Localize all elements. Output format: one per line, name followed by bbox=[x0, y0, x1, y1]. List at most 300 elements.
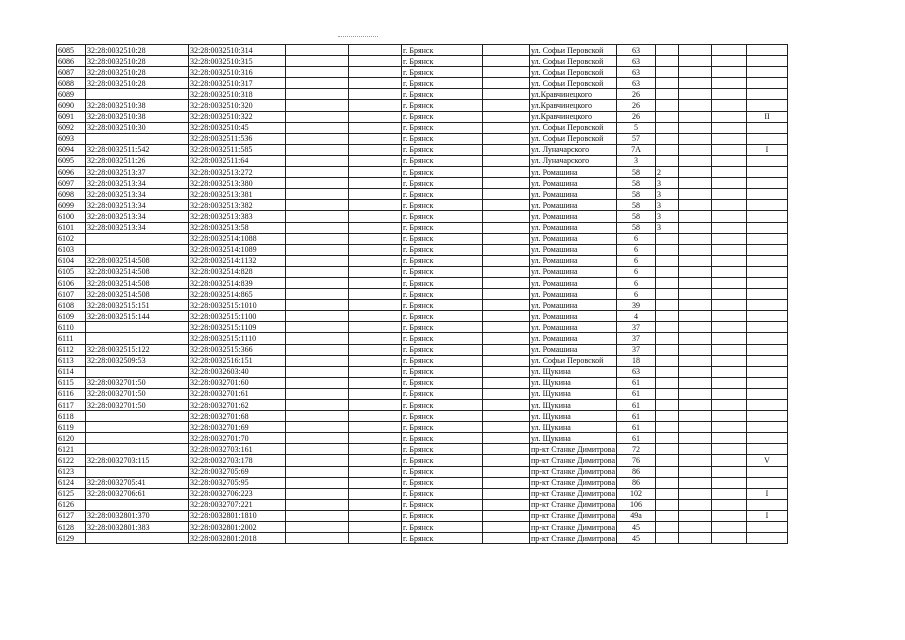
floor: 3 bbox=[656, 200, 679, 211]
empty-cell bbox=[679, 155, 712, 166]
empty-cell bbox=[286, 300, 349, 311]
empty-cell bbox=[349, 178, 402, 189]
floor bbox=[656, 477, 679, 488]
row-number: 6113 bbox=[57, 355, 86, 366]
empty-cell bbox=[349, 122, 402, 133]
house-number: 37 bbox=[617, 333, 656, 344]
empty-cell bbox=[712, 244, 747, 255]
house-number: 61 bbox=[617, 422, 656, 433]
table-row bbox=[57, 477, 788, 488]
table-row bbox=[57, 56, 788, 67]
street: ул. Софьи Перовской bbox=[530, 133, 617, 144]
empty-cell bbox=[679, 78, 712, 89]
empty-cell bbox=[349, 78, 402, 89]
roman-mark bbox=[747, 89, 788, 100]
empty-cell bbox=[349, 522, 402, 533]
street: пр-кт Станке Димитрова bbox=[531, 444, 616, 454]
object-cadastral-number: 32:28:0032701:60 bbox=[189, 377, 286, 388]
empty-cell bbox=[483, 311, 530, 322]
empty-cell bbox=[483, 244, 530, 255]
roman-mark bbox=[747, 499, 788, 510]
house-number: 3 bbox=[617, 155, 656, 166]
table-row bbox=[57, 466, 788, 477]
empty-cell bbox=[349, 45, 402, 56]
object-cadastral-number: 32:28:0032510:317 bbox=[189, 78, 286, 89]
table-row bbox=[57, 522, 788, 533]
floor bbox=[656, 289, 679, 300]
empty-cell bbox=[349, 311, 402, 322]
empty-cell bbox=[712, 433, 747, 444]
empty-cell bbox=[712, 533, 747, 544]
parcel-cadastral-number: 32:28:0032515:122 bbox=[86, 344, 189, 355]
row-number: 6103 bbox=[57, 244, 86, 255]
object-cadastral-number: 32:28:0032515:1010 bbox=[189, 300, 286, 311]
street: ул. Щукина bbox=[530, 388, 617, 399]
street: ул. Луначарского bbox=[530, 144, 617, 155]
roman-mark bbox=[747, 244, 788, 255]
parcel-cadastral-number: 32:28:0032510:28 bbox=[86, 56, 189, 67]
roman-mark bbox=[747, 56, 788, 67]
city: г. Брянск bbox=[402, 200, 483, 211]
empty-cell bbox=[286, 533, 349, 544]
object-cadastral-number: 32:28:0032514:839 bbox=[189, 277, 286, 288]
floor bbox=[656, 510, 679, 521]
object-cadastral-number: 32:28:0032513:380 bbox=[189, 178, 286, 189]
parcel-cadastral-number: 32:28:0032701:50 bbox=[86, 400, 189, 411]
house-number: 6 bbox=[617, 255, 656, 266]
row-number: 6104 bbox=[57, 255, 86, 266]
floor bbox=[656, 411, 679, 422]
floor bbox=[656, 433, 679, 444]
empty-cell bbox=[679, 411, 712, 422]
empty-cell bbox=[483, 333, 530, 344]
empty-cell bbox=[286, 89, 349, 100]
empty-cell bbox=[679, 300, 712, 311]
empty-cell bbox=[712, 311, 747, 322]
empty-cell bbox=[349, 355, 402, 366]
house-number: 58 bbox=[617, 211, 656, 222]
house-number: 39 bbox=[617, 300, 656, 311]
floor bbox=[656, 455, 679, 466]
empty-cell bbox=[286, 67, 349, 78]
table-row bbox=[57, 200, 788, 211]
empty-cell bbox=[712, 122, 747, 133]
table-row bbox=[57, 266, 788, 277]
table-row bbox=[57, 155, 788, 166]
empty-cell bbox=[286, 388, 349, 399]
floor bbox=[656, 155, 679, 166]
empty-cell bbox=[712, 300, 747, 311]
table-row bbox=[57, 111, 788, 122]
empty-cell bbox=[349, 56, 402, 67]
city: г. Брянск bbox=[402, 111, 483, 122]
roman-mark bbox=[747, 100, 788, 111]
parcel-cadastral-number: 32:28:0032514:508 bbox=[86, 266, 189, 277]
empty-cell bbox=[349, 499, 402, 510]
house-number: 37 bbox=[617, 344, 656, 355]
scan-mark bbox=[338, 36, 378, 37]
table-row bbox=[57, 488, 788, 499]
city: г. Брянск bbox=[402, 289, 483, 300]
street: ул. Ромашина bbox=[530, 167, 617, 178]
object-cadastral-number: 32:28:0032514:828 bbox=[189, 266, 286, 277]
parcel-cadastral-number: 32:28:0032801:383 bbox=[86, 522, 189, 533]
empty-cell bbox=[483, 189, 530, 200]
city: г. Брянск bbox=[402, 300, 483, 311]
roman-mark bbox=[747, 466, 788, 477]
empty-cell bbox=[286, 266, 349, 277]
empty-cell bbox=[712, 255, 747, 266]
empty-cell bbox=[483, 344, 530, 355]
street: ул. Луначарского bbox=[530, 155, 617, 166]
parcel-cadastral-number bbox=[86, 422, 189, 433]
empty-cell bbox=[712, 422, 747, 433]
parcel-cadastral-number: 32:28:0032701:50 bbox=[86, 377, 189, 388]
house-number: 58 bbox=[617, 222, 656, 233]
roman-mark bbox=[747, 477, 788, 488]
street: ул. Ромашина bbox=[530, 244, 617, 255]
roman-mark bbox=[747, 222, 788, 233]
empty-cell bbox=[679, 100, 712, 111]
empty-cell bbox=[349, 200, 402, 211]
empty-cell bbox=[286, 211, 349, 222]
city: г. Брянск bbox=[402, 444, 483, 455]
object-cadastral-number: 32:28:0032801:2018 bbox=[189, 533, 286, 544]
empty-cell bbox=[679, 422, 712, 433]
empty-cell bbox=[483, 300, 530, 311]
row-number: 6112 bbox=[57, 344, 86, 355]
roman-mark bbox=[747, 178, 788, 189]
object-cadastral-number: 32:28:0032516:151 bbox=[189, 355, 286, 366]
table-row bbox=[57, 189, 788, 200]
empty-cell bbox=[712, 200, 747, 211]
table-row bbox=[57, 144, 788, 155]
parcel-cadastral-number: 32:28:0032513:34 bbox=[86, 211, 189, 222]
empty-cell bbox=[679, 466, 712, 477]
empty-cell bbox=[712, 144, 747, 155]
empty-cell bbox=[286, 522, 349, 533]
house-number: 6 bbox=[617, 266, 656, 277]
empty-cell bbox=[679, 366, 712, 377]
house-number: 86 bbox=[617, 466, 656, 477]
object-cadastral-number: 32:28:0032514:1132 bbox=[189, 255, 286, 266]
empty-cell bbox=[679, 333, 712, 344]
empty-cell bbox=[286, 178, 349, 189]
empty-cell bbox=[349, 344, 402, 355]
table-row bbox=[57, 322, 788, 333]
roman-mark bbox=[747, 433, 788, 444]
empty-cell bbox=[483, 122, 530, 133]
table-row bbox=[57, 533, 788, 544]
empty-cell bbox=[286, 400, 349, 411]
empty-cell bbox=[286, 155, 349, 166]
object-cadastral-number: 32:28:0032703:178 bbox=[189, 455, 286, 466]
floor bbox=[656, 111, 679, 122]
empty-cell bbox=[349, 289, 402, 300]
table-row bbox=[57, 178, 788, 189]
house-number: 63 bbox=[617, 56, 656, 67]
roman-mark bbox=[747, 167, 788, 178]
table-row bbox=[57, 255, 788, 266]
table-row bbox=[57, 277, 788, 288]
empty-cell bbox=[679, 499, 712, 510]
object-cadastral-number: 32:28:0032515:1110 bbox=[189, 333, 286, 344]
parcel-cadastral-number bbox=[86, 244, 189, 255]
row-number: 6088 bbox=[57, 78, 86, 89]
empty-cell bbox=[286, 122, 349, 133]
city: г. Брянск bbox=[402, 377, 483, 388]
empty-cell bbox=[349, 67, 402, 78]
parcel-cadastral-number: 32:28:0032509:53 bbox=[86, 355, 189, 366]
street: ул. Ромашина bbox=[530, 322, 617, 333]
row-number: 6089 bbox=[57, 89, 86, 100]
empty-cell bbox=[679, 533, 712, 544]
empty-cell bbox=[712, 333, 747, 344]
table-row bbox=[57, 366, 788, 377]
floor bbox=[656, 422, 679, 433]
floor bbox=[656, 355, 679, 366]
table-row bbox=[57, 355, 788, 366]
empty-cell bbox=[483, 533, 530, 544]
house-number: 61 bbox=[617, 377, 656, 388]
empty-cell bbox=[349, 533, 402, 544]
house-number: 45 bbox=[617, 522, 656, 533]
empty-cell bbox=[349, 89, 402, 100]
parcel-cadastral-number: 32:28:0032513:34 bbox=[86, 222, 189, 233]
empty-cell bbox=[349, 144, 402, 155]
empty-cell bbox=[349, 411, 402, 422]
object-cadastral-number: 32:28:0032510:322 bbox=[189, 111, 286, 122]
row-number: 6092 bbox=[57, 122, 86, 133]
city: г. Брянск bbox=[402, 366, 483, 377]
street: ул. Ромашина bbox=[530, 255, 617, 266]
parcel-cadastral-number: 32:28:0032513:34 bbox=[86, 200, 189, 211]
house-number: 26 bbox=[617, 100, 656, 111]
row-number: 6107 bbox=[57, 289, 86, 300]
street: ул. Софьи Перовской bbox=[530, 67, 617, 78]
table-row bbox=[57, 499, 788, 510]
empty-cell bbox=[679, 444, 712, 455]
roman-mark bbox=[747, 377, 788, 388]
city: г. Брянск bbox=[402, 167, 483, 178]
parcel-cadastral-number: 32:28:0032705:41 bbox=[86, 477, 189, 488]
roman-mark bbox=[747, 444, 788, 455]
table-row bbox=[57, 67, 788, 78]
empty-cell bbox=[712, 377, 747, 388]
city: г. Брянск bbox=[402, 400, 483, 411]
empty-cell bbox=[286, 233, 349, 244]
roman-mark bbox=[747, 311, 788, 322]
empty-cell bbox=[712, 366, 747, 377]
object-cadastral-number: 32:28:0032513:381 bbox=[189, 189, 286, 200]
row-number: 6105 bbox=[57, 266, 86, 277]
empty-cell bbox=[679, 233, 712, 244]
registry-sheet bbox=[56, 44, 788, 544]
empty-cell bbox=[483, 322, 530, 333]
city: г. Брянск bbox=[402, 522, 483, 533]
empty-cell bbox=[483, 144, 530, 155]
city: г. Брянск bbox=[402, 533, 483, 544]
row-number: 6091 bbox=[57, 111, 86, 122]
row-number: 6129 bbox=[57, 533, 86, 544]
empty-cell bbox=[712, 45, 747, 56]
empty-cell bbox=[712, 211, 747, 222]
empty-cell bbox=[349, 133, 402, 144]
city: г. Брянск bbox=[402, 100, 483, 111]
empty-cell bbox=[712, 111, 747, 122]
floor bbox=[656, 522, 679, 533]
roman-mark bbox=[747, 300, 788, 311]
city: г. Брянск bbox=[402, 144, 483, 155]
empty-cell bbox=[679, 56, 712, 67]
empty-cell bbox=[349, 233, 402, 244]
floor bbox=[656, 366, 679, 377]
city: г. Брянск bbox=[402, 433, 483, 444]
empty-cell bbox=[286, 499, 349, 510]
empty-cell bbox=[483, 155, 530, 166]
empty-cell bbox=[679, 289, 712, 300]
house-number: 61 bbox=[617, 400, 656, 411]
table-row bbox=[57, 344, 788, 355]
empty-cell bbox=[349, 155, 402, 166]
parcel-cadastral-number: 32:28:0032515:151 bbox=[86, 300, 189, 311]
row-number: 6120 bbox=[57, 433, 86, 444]
parcel-cadastral-number bbox=[86, 89, 189, 100]
city: г. Брянск bbox=[402, 311, 483, 322]
house-number: 18 bbox=[617, 355, 656, 366]
table-row bbox=[57, 311, 788, 322]
roman-mark: I bbox=[747, 144, 788, 155]
floor: 2 bbox=[656, 167, 679, 178]
empty-cell bbox=[349, 488, 402, 499]
street: пр-кт Станке Димитрова bbox=[531, 533, 616, 543]
floor bbox=[656, 466, 679, 477]
object-cadastral-number: 32:28:0032510:316 bbox=[189, 67, 286, 78]
table-row bbox=[57, 510, 788, 521]
empty-cell bbox=[286, 189, 349, 200]
empty-cell bbox=[286, 167, 349, 178]
object-cadastral-number: 32:28:0032510:315 bbox=[189, 56, 286, 67]
floor bbox=[656, 444, 679, 455]
empty-cell bbox=[483, 255, 530, 266]
parcel-cadastral-number bbox=[86, 133, 189, 144]
empty-cell bbox=[712, 266, 747, 277]
parcel-cadastral-number: 32:28:0032701:50 bbox=[86, 388, 189, 399]
house-number: 61 bbox=[617, 388, 656, 399]
city: г. Брянск bbox=[402, 388, 483, 399]
city: г. Брянск bbox=[402, 411, 483, 422]
empty-cell bbox=[483, 355, 530, 366]
table-row bbox=[57, 422, 788, 433]
empty-cell bbox=[483, 178, 530, 189]
table-row bbox=[57, 444, 788, 455]
floor bbox=[656, 255, 679, 266]
empty-cell bbox=[483, 233, 530, 244]
row-number: 6119 bbox=[57, 422, 86, 433]
parcel-cadastral-number bbox=[86, 433, 189, 444]
empty-cell bbox=[349, 455, 402, 466]
floor bbox=[656, 344, 679, 355]
empty-cell bbox=[483, 366, 530, 377]
street: ул. Щукина bbox=[530, 433, 617, 444]
floor bbox=[656, 400, 679, 411]
city: г. Брянск bbox=[402, 155, 483, 166]
row-number: 6095 bbox=[57, 155, 86, 166]
roman-mark bbox=[747, 78, 788, 89]
empty-cell bbox=[679, 200, 712, 211]
empty-cell bbox=[712, 133, 747, 144]
roman-mark bbox=[747, 422, 788, 433]
row-number: 6096 bbox=[57, 167, 86, 178]
roman-mark bbox=[747, 200, 788, 211]
object-cadastral-number: 32:28:0032511:585 bbox=[189, 144, 286, 155]
empty-cell bbox=[712, 477, 747, 488]
row-number: 6124 bbox=[57, 477, 86, 488]
roman-mark bbox=[747, 67, 788, 78]
city: г. Брянск bbox=[402, 466, 483, 477]
row-number: 6086 bbox=[57, 56, 86, 67]
roman-mark bbox=[747, 133, 788, 144]
roman-mark bbox=[747, 211, 788, 222]
empty-cell bbox=[712, 167, 747, 178]
empty-cell bbox=[679, 477, 712, 488]
house-number: 61 bbox=[617, 433, 656, 444]
city: г. Брянск bbox=[402, 477, 483, 488]
empty-cell bbox=[679, 355, 712, 366]
house-number: 63 bbox=[617, 78, 656, 89]
street: пр-кт Станке Димитрова bbox=[531, 478, 616, 488]
empty-cell bbox=[349, 400, 402, 411]
empty-cell bbox=[712, 178, 747, 189]
empty-cell bbox=[679, 400, 712, 411]
empty-cell bbox=[712, 100, 747, 111]
floor bbox=[656, 133, 679, 144]
street: ул. Щукина bbox=[530, 366, 617, 377]
city: г. Брянск bbox=[402, 488, 483, 499]
parcel-cadastral-number: 32:28:0032510:38 bbox=[86, 100, 189, 111]
row-number: 6127 bbox=[57, 510, 86, 521]
row-number: 6118 bbox=[57, 411, 86, 422]
floor bbox=[656, 266, 679, 277]
empty-cell bbox=[349, 377, 402, 388]
empty-cell bbox=[349, 366, 402, 377]
empty-cell bbox=[349, 100, 402, 111]
street: ул. Ромашина bbox=[530, 222, 617, 233]
empty-cell bbox=[679, 111, 712, 122]
roman-mark bbox=[747, 355, 788, 366]
empty-cell bbox=[679, 522, 712, 533]
house-number: 63 bbox=[617, 45, 656, 56]
city: г. Брянск bbox=[402, 178, 483, 189]
empty-cell bbox=[679, 344, 712, 355]
parcel-cadastral-number: 32:28:0032510:28 bbox=[86, 45, 189, 56]
object-cadastral-number: 32:28:0032514:1088 bbox=[189, 233, 286, 244]
city: г. Брянск bbox=[402, 122, 483, 133]
empty-cell bbox=[712, 155, 747, 166]
empty-cell bbox=[483, 200, 530, 211]
house-number: 57 bbox=[617, 133, 656, 144]
empty-cell bbox=[679, 211, 712, 222]
city: г. Брянск bbox=[402, 499, 483, 510]
city: г. Брянск bbox=[402, 89, 483, 100]
empty-cell bbox=[286, 322, 349, 333]
street: ул.Кравчинецкого bbox=[530, 111, 617, 122]
house-number: 26 bbox=[617, 89, 656, 100]
object-cadastral-number: 32:28:0032515:366 bbox=[189, 344, 286, 355]
house-number: 63 bbox=[617, 67, 656, 78]
row-number: 6122 bbox=[57, 455, 86, 466]
row-number: 6090 bbox=[57, 100, 86, 111]
